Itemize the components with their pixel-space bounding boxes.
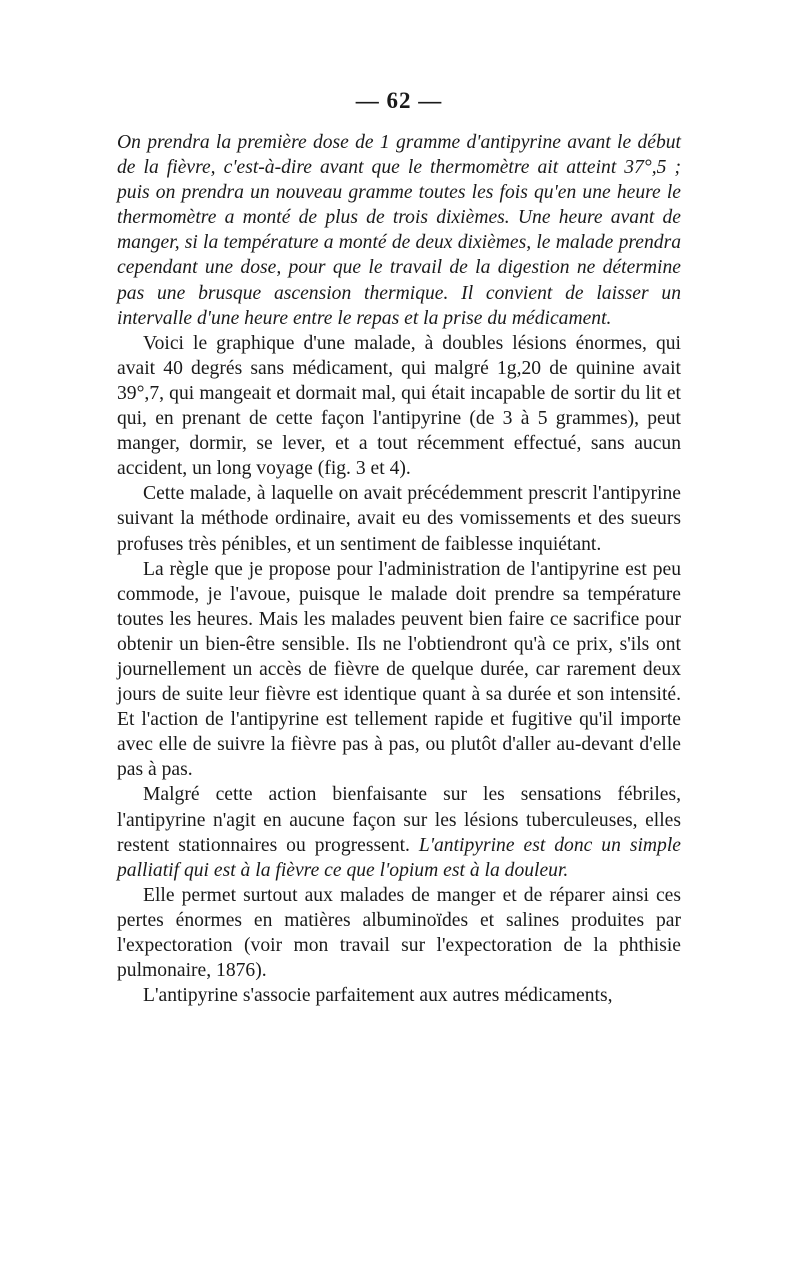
paragraph-text: On prendra la première dose de 1 gramme d'antipyrine avant le début de la fièvre, c'est-à-dire avant que le thermomètre ait atteint 37°,5 ; puis on prendra un nouveau gramme toutes les fois qu'en une heure le thermomètre a monté de plus de trois dixièmes. Une heure avant de manger, si la température a monté de deux dixièmes, le malade prendra cependant une dose, pour que le travail de la digestion ne détermine pas une brusque ascension thermique. Il convient de laisser un intervalle d'une heure entre le repas et la prise du médicament. [117, 132, 681, 329]
paragraph-previous-treatment [117, 481, 681, 556]
paragraph-associations [117, 983, 681, 1008]
paragraph-patient-graph [117, 331, 681, 482]
paragraph-text: La règle que je propose pour l'administration de l'antipyrine est peu commode, je l'avoue, puisque le malade doit prendre sa température toutes les heures. Mais les malades peuvent bien faire ce sacrifice pour obtenir un bien-être sensible. Ils ne l'obtiendront qu'à ce prix, s'ils ont journellement un accès de fièvre de quelque durée, car rarement deux jours de suite leur fièvre est identique quant à sa durée et son intensité. Et l'action de l'antipyrine est tellement rapide et fugitive qu'il importe avec elle de suivre la fièvre pas à pas, ou plutôt d'aller au-devant d'elle pas à pas. [117, 558, 681, 781]
paragraph-emphasis-text: L'antipyrine est donc un simple palliatif qui est à la fièvre ce que l'opium est à la douleur. [117, 834, 681, 881]
paragraph-nutrition [117, 883, 681, 983]
paragraph-text: Cette malade, à laquelle on avait précédemment prescrit l'antipyrine suivant la méthode ordinaire, avait eu des vomissements et des sueurs profuses très pénibles, et un sentiment de faiblesse inquiétant. [117, 483, 681, 555]
document-page [117, 86, 681, 1206]
paragraph-palliative [117, 782, 681, 882]
paragraph-text: Malgré cette action bienfaisante sur les sensations fébriles, l'antipyrine n'agit en aucune façon sur les lésions tuberculeuses, elles restent stationnaires ou progressent. [117, 784, 681, 856]
paragraph-text: L'antipyrine s'associe parfaitement aux autres médicaments, [143, 985, 613, 1007]
paragraph-rule [117, 557, 681, 783]
paragraph-dosage-instructions [117, 130, 681, 331]
paragraph-text: Voici le graphique d'une malade, à doubles lésions énormes, qui avait 40 degrés sans médicament, qui malgré 1g,20 de quinine avait 39°,7, qui mangeait et dormait mal, qui était incapable de sortir du lit et qui, en prenant de cette façon l'antipyrine (de 3 à 5 grammes), peut manger, dormir, se lever, et a tout récemment effectué, sans aucun accident, un long voyage (fig. 3 et 4). [117, 332, 681, 480]
page-number: — 62 — [355, 88, 443, 113]
paragraph-text: Elle permet surtout aux malades de manger et de réparer ainsi ces pertes énormes en matières albuminoïdes et salines produites par l'expectoration (voir mon travail sur l'expectoration de la phthisie pulmonaire, 1876). [117, 884, 681, 982]
